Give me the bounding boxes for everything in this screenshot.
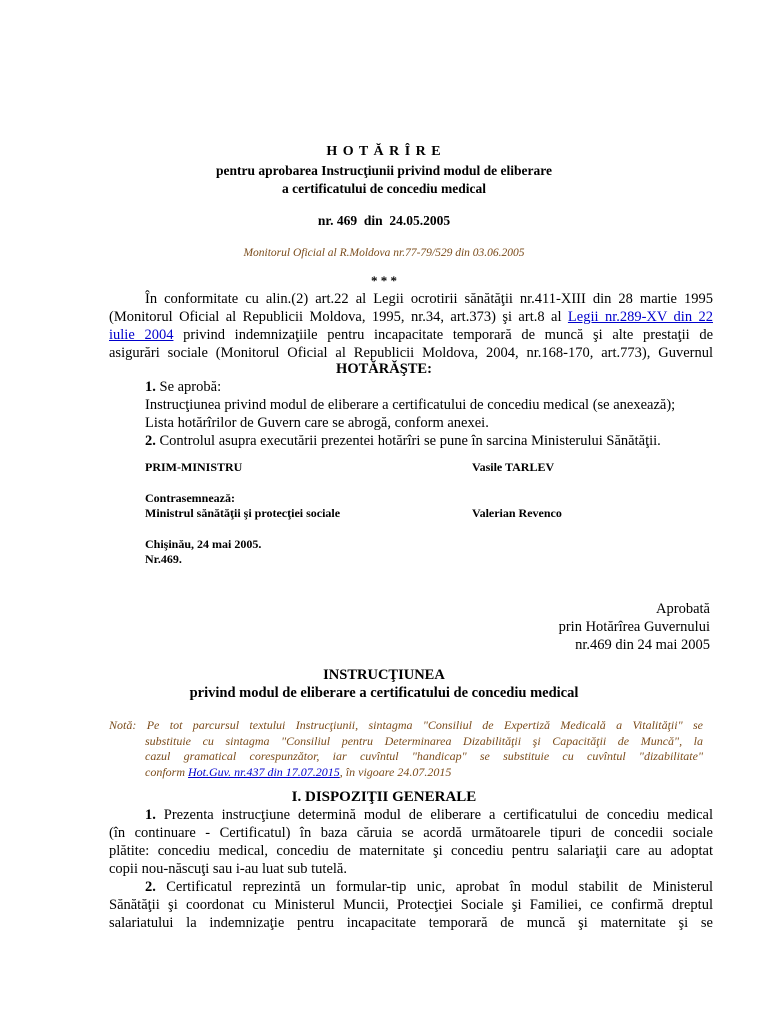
document-subtitle-line1: pentru aprobarea Instrucţiunii privind modul de eliberare (215, 163, 553, 178)
instruction-subtitle: privind modul de eliberare a certificatului de concediu medical (189, 685, 579, 701)
document-number: Nr.469. (145, 552, 182, 566)
article-number: 1. (145, 807, 156, 823)
prime-minister-name: Vasile TARLEV (472, 460, 555, 474)
decision-points (145, 378, 725, 450)
article-number: 2. (145, 879, 156, 895)
article-line: plătite: concediu medical, concediu de maternitate şi concediu pentru salariaţii care au adoptat (109, 843, 713, 859)
section-1-article-2 (109, 878, 713, 932)
article-text: Prezenta instrucţiune determină modul de eliberare a certificatului de concediu medical (155, 807, 713, 823)
official-monitor-reference: Monitorul Oficial al R.Moldova nr.77-79/529 din 03.06.2005 (243, 247, 525, 259)
prime-minister-label: PRIM-MINISTRU (145, 460, 243, 474)
preamble-line: În conformitate cu alin.(2) art.22 al Legii ocrotirii sănătăţii nr.411-XIII din 28 martie 1995 (145, 291, 713, 307)
note-text: , în vigoare 24.07.2015 (339, 764, 452, 779)
gov-decision-437-link[interactable]: Hot.Guv. nr.437 din 17.07.2015 (188, 764, 340, 779)
section-1-title: I. DISPOZIŢII GENERALE (291, 789, 477, 805)
note-line: Notă: Pe tot parcursul textului Instrucţiunii, sintagma "Consiliul de Expertiză Medicală a Vitalităţii" se (109, 718, 703, 732)
countersigns-label: Contrasemnează: (145, 491, 235, 505)
decision-number: nr. 469 din 24.05.2005 (317, 213, 451, 228)
article-text: Certificatul reprezintă un formular-tip unic, aprobat în modul stabilit de Ministerul (155, 879, 713, 895)
point-number: 1. (145, 379, 156, 395)
article-line: copii nou-născuţi sau i-au luat sub tutelă. (109, 861, 347, 877)
article-line: salariatului la indemnizaţie pentru incapacitate temporară de muncă şi maternitate şi se (109, 915, 713, 931)
point-1-item: Instrucţiunea privind modul de eliberare a certificatului de concediu medical (se anexează); (145, 397, 676, 413)
minister-name: Valerian Revenco (472, 506, 562, 520)
document-title: H O T Ă R Î R E (326, 144, 442, 159)
note-line (109, 765, 703, 781)
section-separator-stars: * * * (371, 273, 397, 288)
law-289-link-continued[interactable]: iulie 2004 (109, 327, 174, 343)
approval-line: Aprobată (656, 601, 710, 617)
preamble-text: (Monitorul Oficial al Republicii Moldova, 1995, nr.34, art.373) şi art.8 al (109, 309, 568, 325)
instruction-title: INSTRUCŢIUNEA (323, 667, 445, 683)
approval-line: nr.469 din 24 mai 2005 (575, 637, 710, 653)
section-1-article-1 (109, 806, 713, 878)
article-line: (în continuare - Certificatul) în baza căruia se acordă următoarele tipuri de concedii sociale (109, 825, 713, 841)
preamble-line (109, 308, 713, 326)
point-1 (145, 378, 725, 396)
preamble (109, 290, 713, 362)
article-line (109, 878, 713, 896)
place-and-date: Chişinău, 24 mai 2005. (145, 537, 262, 551)
point-number: 2. (145, 433, 156, 449)
point-text: Controlul asupra executării prezentei hotărîri se pune în sarcina Ministerului Sănătăţii. (155, 433, 661, 449)
note-line: cazul gramatical corespunzător, iar cuvîntul "handicap" se substituie cu cuvîntul "dizabilitate" (145, 749, 703, 763)
approval-line: prin Hotărîrea Guvernului (558, 619, 710, 635)
note-line: substituie cu sintagma "Consiliul pentru Determinarea Dizabilităţii şi Capacităţii de Muncă", la (145, 733, 703, 748)
document-subtitle-line2: a certificatului de concediu medical (282, 181, 486, 196)
preamble-line (109, 326, 713, 344)
article-line (109, 806, 713, 824)
point-2 (145, 432, 725, 450)
point-text: Se aprobă: (155, 379, 222, 395)
preamble-text: privind indemnizaţiile pentru incapacitate temporară de muncă şi alte prestaţii de (173, 327, 714, 343)
article-line: Sănătăţii şi coordonat cu Ministerul Muncii, Protecţiei Sociale şi Familiei, ce confirmă dreptul (109, 897, 713, 913)
point-1-item: Lista hotărîrilor de Guvern care se abrogă, conform anexei. (145, 415, 489, 431)
minister-label: Ministrul sănătăţii şi protecţiei sociale (145, 506, 341, 520)
law-289-link[interactable]: Legii nr.289-XV din 22 (567, 309, 713, 325)
approval-block (559, 600, 710, 654)
decides-heading: HOTĂRĂŞTE: (336, 361, 432, 377)
preamble-line: asigurări sociale (Monitorul Oficial al Republicii Moldova, 2004, nr.168-170, art.773), Guvernul (109, 345, 713, 361)
amendment-note (109, 718, 703, 780)
note-text: conform (145, 764, 188, 779)
